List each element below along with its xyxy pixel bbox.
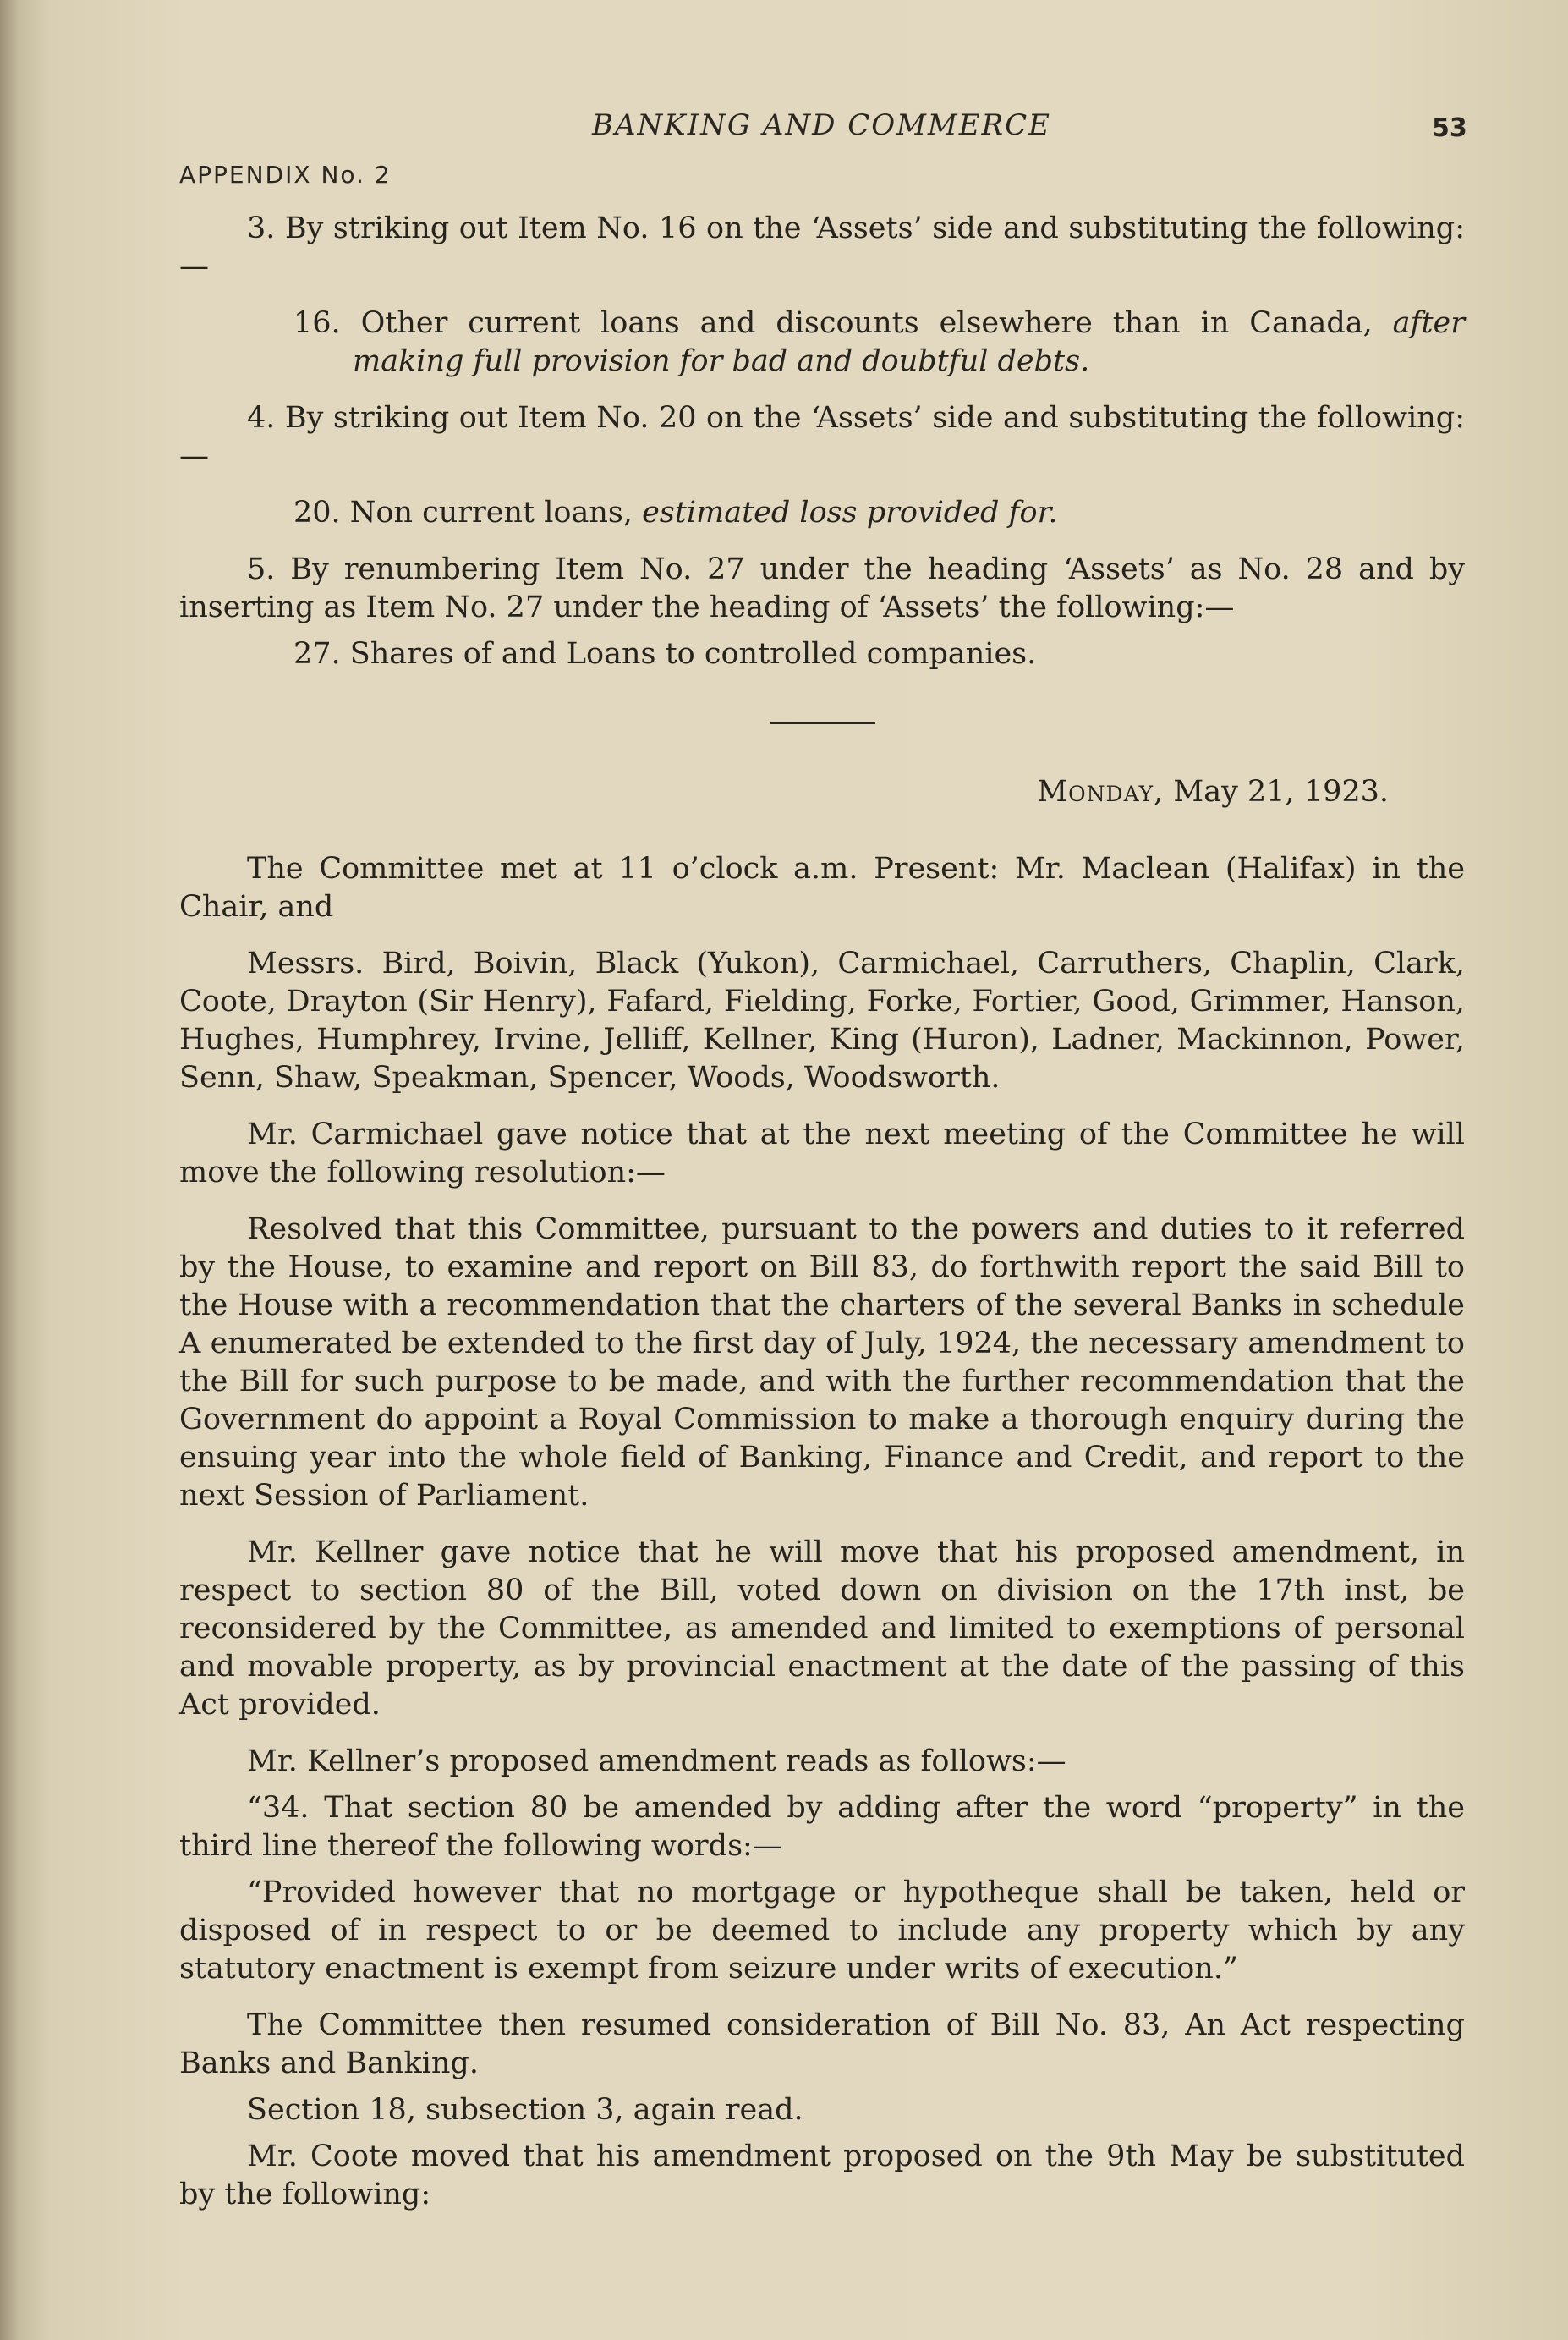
item-16-text: 16. Other current loans and discounts elsewhere than in Canada, bbox=[293, 306, 1373, 340]
carmichael-resolution: Resolved that this Committee, pursuant to the powers and duties to it referred by the House, to examine and report on Bill 83, do forthwith report the said Bill to the House with a recommendation that the charters of the several Banks in schedule A enumerated be extended to the first day of July, 1924, the necessary amendment to the Bill for such purpose to be made, and with the further recommendation that the Government do appoint a Royal Commission to make a thorough enquiry during the ensuing year into the whole field of Banking, Finance and Credit, and report to the next Session of Parliament. bbox=[179, 1212, 1465, 1513]
section-18-read: Section 18, subsection 3, again read. bbox=[247, 2093, 803, 2127]
kellner-amendment-intro: Mr. Kellner’s proposed amendment reads as follows:— bbox=[247, 1744, 1066, 1778]
bill-resumed: The Committee then resumed consideration of Bill No. 83, An Act respecting Banks and Banking. bbox=[179, 2008, 1465, 2080]
section-34-text: “34. That section 80 be amended by adding after the word “property” in the third line thereof the following words:— bbox=[179, 1791, 1465, 1863]
page-number: 53 bbox=[1432, 113, 1467, 143]
page-header bbox=[0, 108, 1568, 151]
item-16-italic: after making full provision for bad and doubtful debts. bbox=[353, 306, 1465, 378]
meeting-opening: The Committee met at 11 o’clock a.m. Present: Mr. Maclean (Halifax) in the Chair, and bbox=[179, 852, 1465, 924]
meeting-date-rest: May 21, 1923. bbox=[1164, 775, 1389, 809]
item-20-text: 20. Non current loans, bbox=[293, 496, 633, 530]
coote-motion: Mr. Coote moved that his amendment proposed on the 9th May be substituted by the following: bbox=[179, 2140, 1465, 2211]
kellner-notice: Mr. Kellner gave notice that he will move that his proposed amendment, in respect to section 80 of the Bill, voted down on division on the 17th inst, be reconsidered by the Committee, as amended and limited to exemptions of personal and movable property, as by provincial enactment at the date of the passing of this Act provided. bbox=[179, 1535, 1465, 1722]
item-27: 27. Shares of and Loans to controlled companies. bbox=[293, 637, 1037, 671]
item-20 bbox=[179, 494, 1465, 532]
document-body bbox=[179, 210, 1465, 2233]
proviso-text: “Provided however that no mortgage or hypotheque shall be taken, held or disposed of in respect to or be deemed to include any property which by any statutory enactment is exempt from seizure under writs of execution.” bbox=[179, 1876, 1465, 1986]
amendment-paragraph-4: 4. By striking out Item No. 20 on the ‘Assets’ side and substituting the following:— bbox=[179, 401, 1465, 473]
section-divider bbox=[770, 722, 875, 724]
meeting-day: Monday, bbox=[1037, 775, 1165, 809]
meeting-date bbox=[179, 773, 1389, 811]
amendment-paragraph-3: 3. By striking out Item No. 16 on the ‘Assets’ side and substituting the following:— bbox=[179, 211, 1465, 283]
carmichael-notice: Mr. Carmichael gave notice that at the next meeting of the Committee he will move the following resolution:— bbox=[179, 1118, 1465, 1189]
item-20-italic: estimated loss provided for. bbox=[642, 496, 1058, 530]
amendment-paragraph-5: 5. By renumbering Item No. 27 under the heading ‘Assets’ as No. 28 and by inserting as Item No. 27 under the heading of ‘Assets’ the following:— bbox=[179, 552, 1465, 624]
item-16 bbox=[179, 305, 1465, 381]
running-title: BANKING AND COMMERCE bbox=[592, 108, 1051, 142]
members-present: Messrs. Bird, Boivin, Black (Yukon), Carmichael, Carruthers, Chaplin, Clark, Coote, Drayton (Sir Henry), Fafard, Fielding, Forke, Fortier, Good, Grimmer, Hanson, Hughes, Humphrey, Irvine, Jelliff, Kellner, King (Huron), Ladner, Mackinnon, Power, Senn, Shaw, Speakman, Spencer, Woods, Woodsworth. bbox=[179, 947, 1465, 1095]
appendix-label: APPENDIX No. 2 bbox=[179, 161, 392, 189]
